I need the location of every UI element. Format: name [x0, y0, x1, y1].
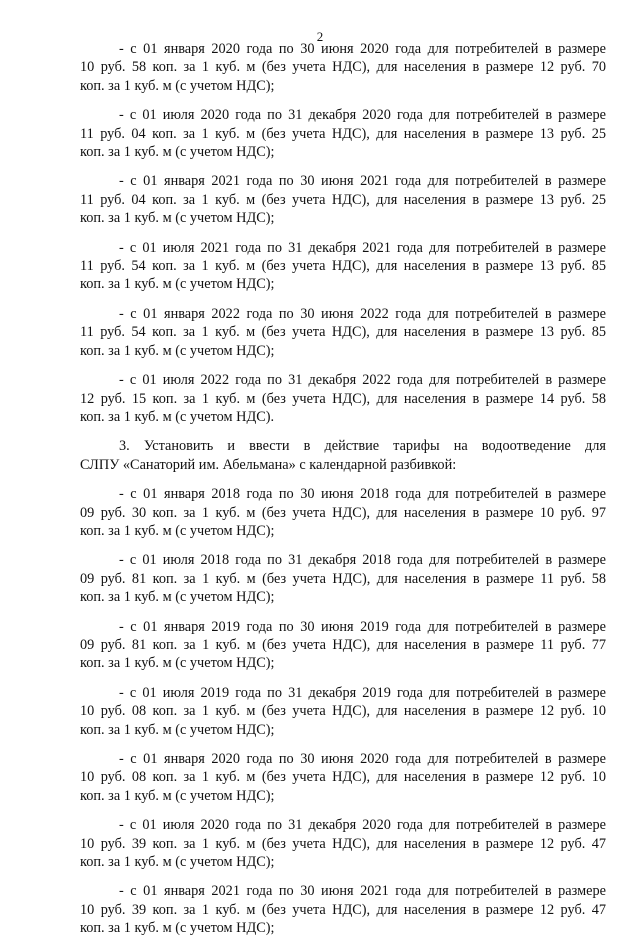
- paragraph-line: коп. за 1 куб. м (с учетом НДС);: [80, 210, 275, 227]
- paragraph-line: коп. за 1 куб. м (с учетом НДС).: [80, 408, 275, 425]
- paragraph-line: коп. за 1 куб. м (с учетом НДС);: [80, 787, 275, 804]
- paragraph-line: коп. за 1 куб. м (с учетом НДС);: [80, 655, 275, 672]
- paragraph-line: 10 руб. 08 коп. за 1 куб. м (без учета НДС), для населения в размере 12 руб. 10: [80, 703, 606, 720]
- paragraph-line: - с 01 января 2020 года по 30 июня 2020 года для потребителей в размере: [119, 41, 606, 57]
- paragraph-line: коп. за 1 куб. м (с учетом НДС);: [80, 342, 275, 359]
- paragraph-line: - с 01 июля 2019 года по 31 декабря 2019 года для потребителей в размере: [119, 684, 606, 701]
- paragraph: [80, 551, 606, 606]
- paragraph: [80, 684, 606, 739]
- paragraph: [80, 106, 606, 161]
- paragraph-line: - с 01 января 2020 года по 30 июня 2020 года для потребителей в размере: [119, 751, 606, 767]
- paragraph-line: 09 руб. 81 коп. за 1 куб. м (без учета НДС), для населения в размере 11 руб. 58: [80, 570, 606, 587]
- paragraph-line: 11 руб. 04 коп. за 1 куб. м (без учета НДС), для населения в размере 13 руб. 25: [80, 191, 606, 208]
- paragraph: [80, 485, 606, 540]
- paragraph-line: 09 руб. 81 коп. за 1 куб. м (без учета НДС), для населения в размере 11 руб. 77: [80, 636, 606, 653]
- paragraph-line: коп. за 1 куб. м (с учетом НДС);: [80, 77, 275, 94]
- paragraph-line: 09 руб. 30 коп. за 1 куб. м (без учета НДС), для населения в размере 10 руб. 97: [80, 504, 606, 521]
- paragraph-line: - с 01 января 2019 года по 30 июня 2019 года для потребителей в размере: [119, 618, 606, 635]
- paragraph: [80, 239, 606, 294]
- paragraph: [80, 371, 606, 426]
- paragraph: [80, 172, 606, 227]
- paragraph-line: - с 01 января 2018 года по 30 июня 2018 года для потребителей в размере: [119, 486, 606, 503]
- paragraph-line: коп. за 1 куб. м (с учетом НДС);: [80, 920, 275, 937]
- paragraph-line: - с 01 июля 2020 года по 31 декабря 2020 года для потребителей в размере: [119, 107, 606, 124]
- paragraph-line: 11 руб. 04 коп. за 1 куб. м (без учета НДС), для населения в размере 13 руб. 25: [80, 125, 606, 142]
- paragraph: [80, 750, 606, 805]
- paragraph: [80, 40, 606, 95]
- paragraph-line: коп. за 1 куб. м (с учетом НДС);: [80, 854, 275, 871]
- paragraph-line: СЛПУ «Санаторий им. Абельмана» с календарной разбивкой:: [80, 456, 457, 473]
- paragraph-line: коп. за 1 куб. м (с учетом НДС);: [80, 276, 275, 293]
- paragraph-line: - с 01 июля 2018 года по 31 декабря 2018 года для потребителей в размере: [119, 552, 606, 569]
- paragraph-line: 3. Установить и ввести в действие тарифы на водоотведение для: [119, 438, 606, 455]
- paragraph: [80, 618, 606, 673]
- paragraph-line: 10 руб. 58 коп. за 1 куб. м (без учета НДС), для населения в размере 12 руб. 70: [80, 59, 606, 76]
- paragraph-line: - с 01 января 2021 года по 30 июня 2021 года для потребителей в размере: [119, 173, 606, 190]
- paragraph-line: 11 руб. 54 коп. за 1 куб. м (без учета НДС), для населения в размере 13 руб. 85: [80, 258, 606, 275]
- paragraph-line: коп. за 1 куб. м (с учетом НДС);: [80, 522, 275, 539]
- paragraph: [80, 816, 606, 871]
- paragraph-line: коп. за 1 куб. м (с учетом НДС);: [80, 721, 275, 738]
- paragraph-line: коп. за 1 куб. м (с учетом НДС);: [80, 589, 275, 606]
- paragraph-line: - с 01 июля 2022 года по 31 декабря 2022 года для потребителей в размере: [119, 372, 606, 389]
- paragraph-line: - с 01 июля 2021 года по 31 декабря 2021 года для потребителей в размере: [119, 239, 606, 256]
- paragraph-line: - с 01 января 2021 года по 30 июня 2021 года для потребителей в размере: [119, 883, 606, 900]
- page-number: 2: [316, 29, 324, 44]
- paragraph-line: коп. за 1 куб. м (с учетом НДС);: [80, 144, 275, 161]
- paragraph-line: 10 руб. 39 коп. за 1 куб. м (без учета НДС), для населения в размере 12 руб. 47: [80, 901, 606, 918]
- paragraph-line: 11 руб. 54 коп. за 1 куб. м (без учета НДС), для населения в размере 13 руб. 85: [80, 324, 606, 341]
- document-body: [80, 40, 606, 949]
- paragraph-line: 12 руб. 15 коп. за 1 куб. м (без учета НДС), для населения в размере 14 руб. 58: [80, 390, 606, 407]
- paragraph: [80, 882, 606, 937]
- paragraph-line: 10 руб. 39 коп. за 1 куб. м (без учета НДС), для населения в размере 12 руб. 47: [80, 835, 606, 852]
- paragraph-line: - с 01 июля 2020 года по 31 декабря 2020 года для потребителей в размере: [119, 817, 606, 834]
- paragraph-line: - с 01 января 2022 года по 30 июня 2022 года для потребителей в размере: [119, 305, 606, 322]
- paragraph: [80, 305, 606, 360]
- paragraph-line: 10 руб. 08 коп. за 1 куб. м (без учета НДС), для населения в размере 12 руб. 10: [80, 769, 606, 786]
- paragraph: [80, 437, 606, 474]
